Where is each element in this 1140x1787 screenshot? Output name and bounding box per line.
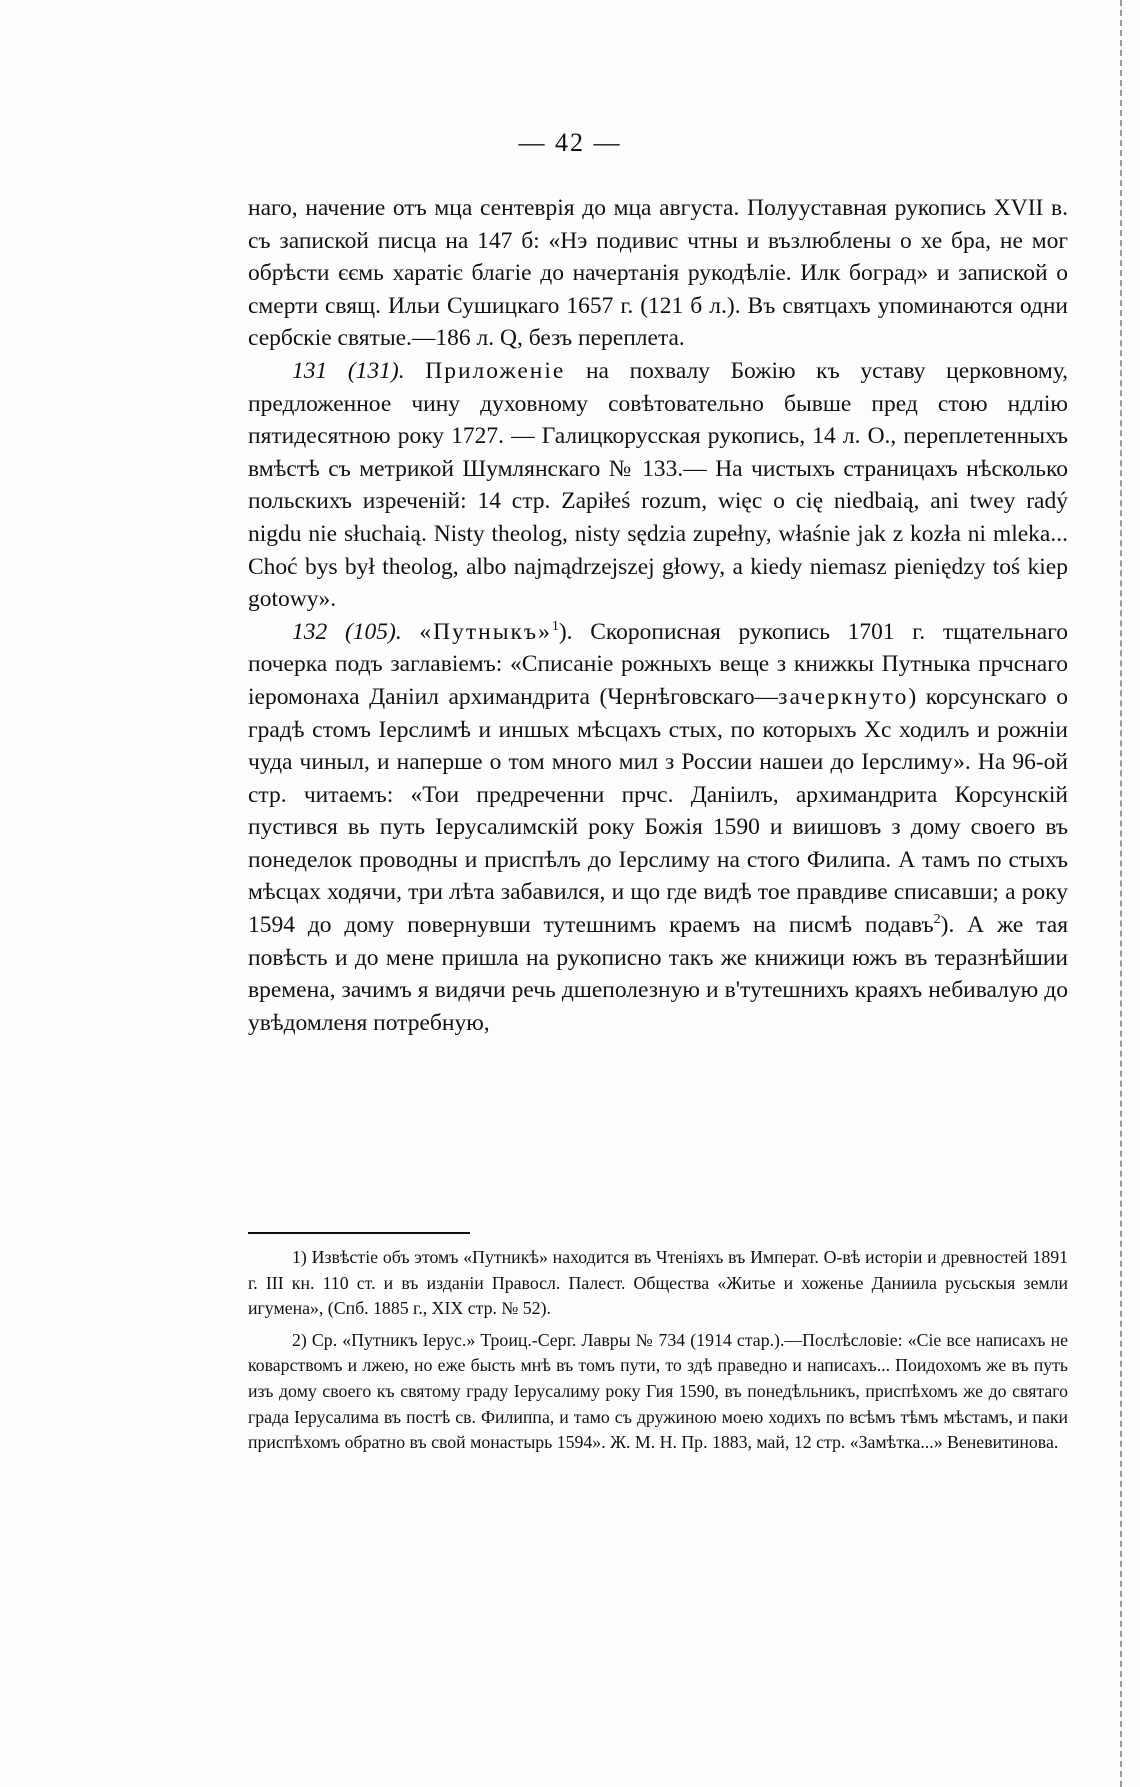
entry-text: ) корсунскаго о градѣ стомъ Іерслимѣ и иншых мѣсцахъ стых, по которыхъ Хс ходилъ и рожніи чуда чиныл, и наперше о том много мил з России нашеи до Іерслиму». На 96-ой стр. читаемъ: «Тои предреченни прчс. Даніилъ, архимандрита Корсунскій пустився вь путь Іерусалимскій року Божія 1590 и виишовъ з дому своего въ понеделок проводны и приспѣлъ до Іерслиму на стого Филипа. А тамъ по стыхъ мѣсцах ходячи, три лѣта забавился, и що где видѣ тое правдиве списавши; а року 1594 до дому повернувши тутешнимъ краемъ на писмѣ подавъ	[248, 683, 1068, 939]
entry-text: ). А же тая повѣсть и до мене пришла на рукописно такъ же книжици южъ въ теразнѣйшии времена, зачимъ я видячи речь дшеполезную и в'тутешнихъ краяхъ небивалую до увѣдомленя потребную,	[248, 912, 1069, 1036]
entry-132	[248, 616, 1068, 1040]
main-text	[248, 192, 1068, 1039]
entry-text: ). Скорописная рукопись 1701 г. тщательнаго почерка подъ заглавіемъ: «Списаніе рожныхъ веще з книжкы Путныка прчснаго іеромонаха Даніил архимандрита (Чернѣговскаго—	[248, 618, 1068, 710]
footnotes	[248, 1245, 1068, 1462]
entry-131	[248, 355, 1068, 616]
footnote-1: 1) Извѣстіе объ этомъ «Путникѣ» находится въ Чтеніяхъ въ Императ. О-вѣ исторіи и древностей 1891 г. III кн. 110 ст. и въ изданіи Правосл. Палест. Общества «Житье и хоженье Даниила русьскыя земли игумена», (Спб. 1885 г., XIX стр. № 52).	[248, 1247, 1068, 1319]
entry-number: 131 (131).	[292, 357, 405, 384]
entry-text-spaced: зачеркнуто	[778, 683, 909, 710]
footnote-divider	[248, 1232, 470, 1234]
entry-number: 132 (105).	[292, 618, 402, 645]
entry-title: Приложеніе	[425, 357, 566, 384]
entry-text: на похвалу Божію къ уставу церковному, предложенное чину духовному совѣтовательно бывше пред стою ндлію пятидесятною року 1727. — Галицкорусская рукопись, 14 л. О., переплетенныхъ вмѣстѣ съ метрикой Шумлянскаго № 133.— На чистыхъ страницахъ нѣсколько польскихъ изреченій: 14 стр. Zapiłeś rozum, więc o cię niedbaią, ani twey radý nigdu nie słuchaią. Nisty theolog, nisty sędzia zupełny, właśnie jak z kozła ni mleka... Choć bys był theolog, albo najmądrzejszej głowy, a kiedy niemasz pieniędzy toś kiep gotowy».	[248, 357, 1068, 613]
page-edge-line	[1120, 0, 1122, 1787]
page-number: — 42 —	[518, 128, 622, 157]
entry-title: «Путныкъ»	[419, 618, 552, 645]
paragraph-continuation: наго, начение отъ мца сентеврія до мца августа. Полууставная рукопись XVII в. съ запиской писца на 147 б: «Нэ подивис чтны и възлюблены о хе бра, не мог обрѣсти єємь харатіє благіе до начертанія рукодѣліе. Илк боград» и запиской о смерти свящ. Ильи Сушицкаго 1657 г. (121 б л.). Въ святцахъ упоминаются одни сербскіе святые.—186 л. Q, безъ переплета.	[248, 195, 1068, 352]
footnote-ref: 2	[933, 912, 941, 928]
footnote-ref: 1	[551, 618, 559, 634]
footnote-2: 2) Ср. «Путникъ Іерус.» Троиц.-Серг. Лавры № 734 (1914 стар.).—Послѣсловіе: «Сіе все написахъ не коварствомъ и лжею, но еже бысть мнѣ въ томъ пути, то здѣ праведно и написахъ... Поидохомъ же въ путь изъ дому своего къ святому граду Іерусалиму року Гия 1590, въ понедѣльникъ, приспѣхомъ же до святаго града Іерусалима въ постѣ св. Филиппа, и тамо съ дружиною моею ходихъ по всѣмъ тѣмъ мѣстамъ, и паки приспѣхомъ обратно въ свой монастырь 1594». Ж. М. Н. Пр. 1883, май, 12 стр. «Замѣтка...» Веневитинова.	[248, 1329, 1068, 1453]
